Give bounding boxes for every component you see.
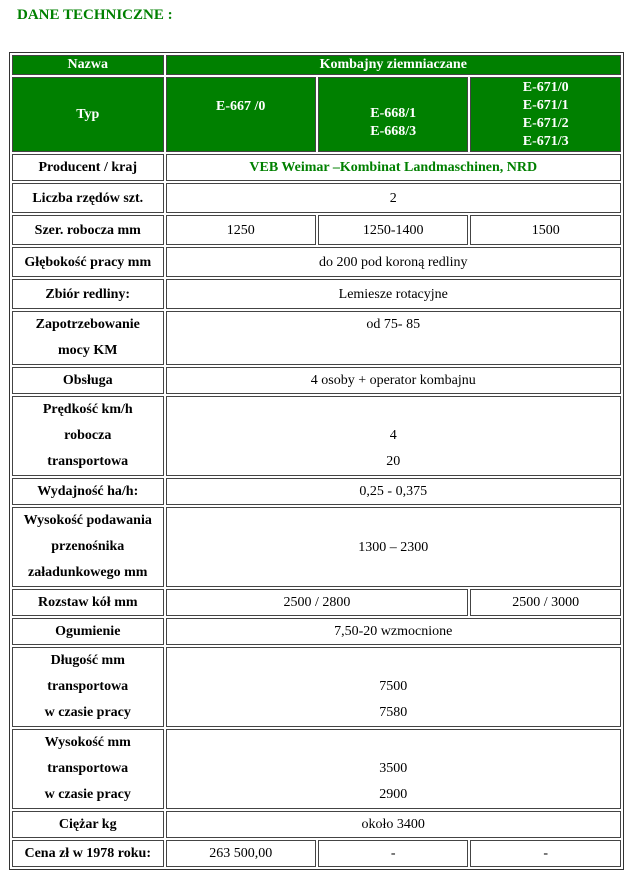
row-label-rows-count: Liczba rzędów szt. bbox=[12, 183, 164, 213]
type-e668: E-668/1 E-668/3 bbox=[318, 77, 468, 152]
header-name-label: Nazwa bbox=[12, 55, 164, 75]
page-title: DANE TECHNICZNE : bbox=[17, 7, 173, 23]
crew-value: 4 osoby + operator kombajnu bbox=[166, 367, 622, 394]
header-name-value: Kombajny ziemniaczane bbox=[166, 55, 622, 75]
header-type-label: Typ bbox=[12, 77, 164, 152]
table-row bbox=[12, 367, 621, 394]
depth-value: do 200 pod koroną redliny bbox=[166, 247, 622, 277]
tyres-value: 7,50-20 wzmocnione bbox=[166, 618, 622, 645]
producer-value: VEB Weimar –Kombinat Landmaschinen, NRD bbox=[166, 154, 622, 181]
table-row bbox=[12, 729, 621, 809]
table-row bbox=[12, 279, 621, 309]
track-value-e667-e668: 2500 / 2800 bbox=[166, 589, 469, 616]
table-row bbox=[12, 618, 621, 645]
power-value: od 75- 85 bbox=[166, 311, 622, 365]
table-row bbox=[12, 507, 621, 587]
capacity-value: 0,25 - 0,375 bbox=[166, 478, 622, 505]
speed-value: 4 20 bbox=[166, 396, 622, 476]
table-row bbox=[12, 247, 621, 277]
weight-value: około 3400 bbox=[166, 811, 622, 838]
type-e671: E-671/0 E-671/1 E-671/2 E-671/3 bbox=[470, 77, 621, 152]
length-value: 7500 7580 bbox=[166, 647, 622, 727]
header-row-type bbox=[12, 77, 621, 152]
row-label-conveyor: Wysokość podawania przenośnika załadunkowego mm bbox=[12, 507, 164, 587]
row-label-speed: Prędkość km/h robocza transportowa bbox=[12, 396, 164, 476]
table-row bbox=[12, 478, 621, 505]
table-row bbox=[12, 215, 621, 245]
specifications-table bbox=[9, 52, 624, 870]
width-value-e671: 1500 bbox=[470, 215, 621, 245]
rows-count-value: 2 bbox=[166, 183, 622, 213]
row-label-price: Cena zł w 1978 roku: bbox=[12, 840, 164, 867]
width-value-e667: 1250 bbox=[166, 215, 316, 245]
price-value-e668: - bbox=[318, 840, 468, 867]
type-e667: E-667 /0 bbox=[166, 77, 316, 152]
table-row bbox=[12, 647, 621, 727]
track-value-e671: 2500 / 3000 bbox=[470, 589, 621, 616]
row-label-length: Długość mm transportowa w czasie pracy bbox=[12, 647, 164, 727]
price-value-e667: 263 500,00 bbox=[166, 840, 316, 867]
table-row bbox=[12, 396, 621, 476]
height-value: 3500 2900 bbox=[166, 729, 622, 809]
table-row bbox=[12, 154, 621, 181]
row-label-crew: Obsługa bbox=[12, 367, 164, 394]
table-row bbox=[12, 840, 621, 867]
row-label-tyres: Ogumienie bbox=[12, 618, 164, 645]
row-label-weight: Ciężar kg bbox=[12, 811, 164, 838]
row-label-height: Wysokość mm transportowa w czasie pracy bbox=[12, 729, 164, 809]
row-label-power: Zapotrzebowanie mocy KM bbox=[12, 311, 164, 365]
row-label-width: Szer. robocza mm bbox=[12, 215, 164, 245]
table-row bbox=[12, 311, 621, 365]
table-row bbox=[12, 589, 621, 616]
header-row-name bbox=[12, 55, 621, 75]
table-row bbox=[12, 183, 621, 213]
conveyor-value: 1300 – 2300 bbox=[166, 507, 622, 587]
row-label-harvest: Zbiór redliny: bbox=[12, 279, 164, 309]
row-label-capacity: Wydajność ha/h: bbox=[12, 478, 164, 505]
width-value-e668: 1250-1400 bbox=[318, 215, 468, 245]
row-label-track: Rozstaw kół mm bbox=[12, 589, 164, 616]
row-label-producer: Producent / kraj bbox=[12, 154, 164, 181]
table-row bbox=[12, 811, 621, 838]
harvest-value: Lemiesze rotacyjne bbox=[166, 279, 622, 309]
row-label-depth: Głębokość pracy mm bbox=[12, 247, 164, 277]
price-value-e671: - bbox=[470, 840, 621, 867]
